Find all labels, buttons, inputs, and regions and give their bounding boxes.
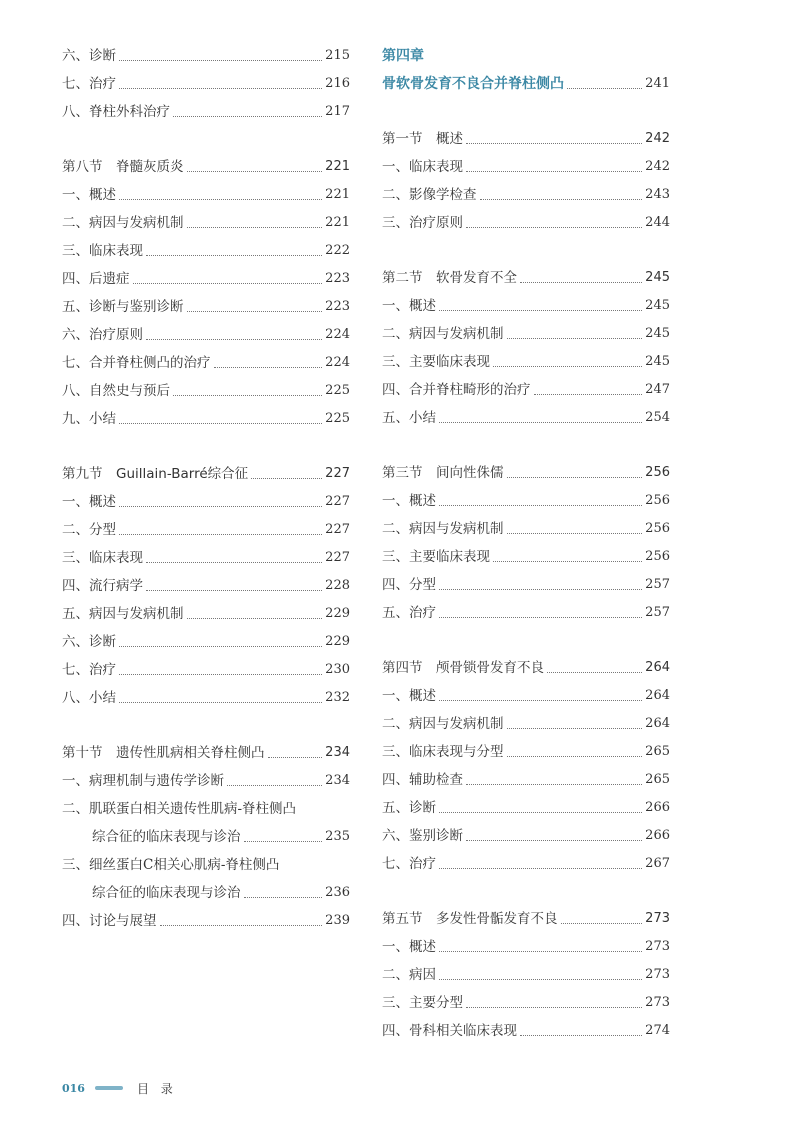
toc-label: 一、概述 bbox=[382, 939, 436, 955]
toc-label: 四、分型 bbox=[382, 577, 436, 593]
dot-leader bbox=[439, 617, 642, 618]
toc-item[interactable] bbox=[62, 767, 350, 795]
toc-label: 第四节 颅骨锁骨发育不良 bbox=[382, 660, 544, 676]
toc-item[interactable] bbox=[62, 265, 350, 293]
toc-section[interactable] bbox=[62, 460, 350, 488]
dot-leader bbox=[439, 589, 642, 590]
toc-item[interactable] bbox=[62, 321, 350, 349]
toc-item[interactable] bbox=[62, 42, 350, 70]
toc-page-number: 256 bbox=[645, 493, 670, 508]
toc-item[interactable] bbox=[382, 794, 670, 822]
toc-item[interactable] bbox=[62, 377, 350, 405]
toc-item[interactable] bbox=[382, 376, 670, 404]
toc-chapter[interactable] bbox=[382, 70, 670, 98]
toc-item[interactable] bbox=[382, 543, 670, 571]
dot-leader bbox=[547, 672, 642, 673]
toc-label: 三、主要临床表现 bbox=[382, 354, 490, 370]
toc-section[interactable] bbox=[382, 264, 670, 292]
toc-page-number: 222 bbox=[325, 243, 350, 258]
toc-label: 二、病因与发病机制 bbox=[382, 521, 504, 537]
toc-label: 六、鉴别诊断 bbox=[382, 828, 463, 844]
toc-item[interactable] bbox=[382, 515, 670, 543]
toc-page-number: 264 bbox=[645, 716, 670, 731]
toc-label: 七、治疗 bbox=[382, 856, 436, 872]
dot-leader bbox=[466, 227, 642, 228]
toc-label: 五、诊断与鉴别诊断 bbox=[62, 299, 184, 315]
toc-item[interactable] bbox=[62, 907, 350, 935]
toc-item[interactable] bbox=[382, 933, 670, 961]
footer-title: 目 录 bbox=[136, 1081, 177, 1096]
toc-label: 二、病因 bbox=[382, 967, 436, 983]
toc-label: 一、概述 bbox=[62, 187, 116, 203]
toc-item[interactable] bbox=[62, 70, 350, 98]
toc-page-number: 242 bbox=[645, 159, 670, 174]
toc-page-number: 221 bbox=[325, 159, 350, 174]
toc-item[interactable] bbox=[62, 684, 350, 712]
toc-page-number: 245 bbox=[645, 354, 670, 369]
toc-page-number: 224 bbox=[325, 355, 350, 370]
spacer bbox=[62, 712, 350, 739]
dot-leader bbox=[244, 841, 323, 842]
spacer bbox=[62, 433, 350, 460]
spacer bbox=[382, 878, 670, 905]
toc-item[interactable] bbox=[62, 488, 350, 516]
toc-page-number: 264 bbox=[645, 660, 670, 675]
toc-item[interactable] bbox=[62, 600, 350, 628]
toc-item[interactable] bbox=[382, 209, 670, 237]
toc-label: 四、辅助检查 bbox=[382, 772, 463, 788]
dot-leader bbox=[439, 951, 642, 952]
dot-leader bbox=[466, 784, 642, 785]
toc-item[interactable] bbox=[382, 487, 670, 515]
toc-item[interactable] bbox=[382, 181, 670, 209]
toc-page-number: 265 bbox=[645, 744, 670, 759]
toc-page-number: 274 bbox=[645, 1023, 670, 1038]
toc-label: 九、小结 bbox=[62, 411, 116, 427]
toc-item[interactable] bbox=[382, 989, 670, 1017]
toc-label: 六、治疗原则 bbox=[62, 327, 143, 343]
toc-page-number: 229 bbox=[325, 634, 350, 649]
toc-label: 骨软骨发育不良合并脊柱侧凸 bbox=[382, 76, 564, 92]
toc-page-number: 256 bbox=[645, 549, 670, 564]
toc-page-number: 239 bbox=[325, 913, 350, 928]
toc-label: 五、诊断 bbox=[382, 800, 436, 816]
dot-leader bbox=[227, 785, 322, 786]
toc-item[interactable] bbox=[62, 572, 350, 600]
toc-item[interactable] bbox=[62, 237, 350, 265]
toc-label: 五、治疗 bbox=[382, 605, 436, 621]
toc-label: 三、临床表现 bbox=[62, 550, 143, 566]
toc-item[interactable] bbox=[382, 571, 670, 599]
dot-leader bbox=[251, 478, 322, 479]
toc-page-number: 232 bbox=[325, 690, 350, 705]
toc-section[interactable] bbox=[382, 459, 670, 487]
dot-leader bbox=[439, 700, 642, 701]
toc-page-number: 234 bbox=[325, 773, 350, 788]
toc-page-number: 223 bbox=[325, 271, 350, 286]
toc-page-number: 241 bbox=[645, 76, 670, 91]
dot-leader bbox=[520, 1035, 642, 1036]
toc-page-number: 273 bbox=[645, 939, 670, 954]
dot-leader bbox=[173, 395, 322, 396]
dot-leader bbox=[119, 88, 322, 89]
dot-leader bbox=[439, 979, 642, 980]
toc-page-number: 225 bbox=[325, 411, 350, 426]
toc-label: 三、临床表现 bbox=[62, 243, 143, 259]
toc-item[interactable] bbox=[62, 293, 350, 321]
dot-leader bbox=[507, 756, 643, 757]
toc-section[interactable] bbox=[62, 739, 350, 767]
dot-leader bbox=[146, 562, 322, 563]
toc-label: 二、分型 bbox=[62, 522, 116, 538]
toc-page-number: 230 bbox=[325, 662, 350, 677]
toc-page-number: 223 bbox=[325, 299, 350, 314]
toc-label: 一、概述 bbox=[382, 493, 436, 509]
spacer bbox=[382, 432, 670, 459]
dot-leader bbox=[439, 868, 642, 869]
dot-leader bbox=[493, 366, 642, 367]
dot-leader bbox=[507, 338, 643, 339]
toc-label: 三、细丝蛋白C相关心肌病-脊柱侧凸 bbox=[62, 857, 280, 873]
toc-item[interactable] bbox=[382, 850, 670, 878]
dot-leader bbox=[507, 477, 643, 478]
toc-label: 三、临床表现与分型 bbox=[382, 744, 504, 760]
toc-page-number: 267 bbox=[645, 856, 670, 871]
toc-section[interactable] bbox=[62, 153, 350, 181]
toc-label: 第八节 脊髓灰质炎 bbox=[62, 159, 184, 175]
dot-leader bbox=[119, 674, 322, 675]
toc-page-number: 244 bbox=[645, 215, 670, 230]
toc-item[interactable] bbox=[62, 628, 350, 656]
toc-page-number: 245 bbox=[645, 270, 670, 285]
dot-leader bbox=[439, 310, 642, 311]
toc-label: 八、自然史与预后 bbox=[62, 383, 170, 399]
toc-right-column bbox=[382, 42, 670, 1045]
toc-item[interactable] bbox=[382, 738, 670, 766]
toc-label: 七、合并脊柱侧凸的治疗 bbox=[62, 355, 211, 371]
toc-page-number: 242 bbox=[645, 131, 670, 146]
toc-page-number: 264 bbox=[645, 688, 670, 703]
spacer bbox=[62, 126, 350, 153]
toc-page-number: 227 bbox=[325, 466, 350, 481]
dot-leader bbox=[439, 422, 642, 423]
footer-divider bbox=[95, 1086, 123, 1090]
toc-label: 七、治疗 bbox=[62, 76, 116, 92]
toc-label: 三、治疗原则 bbox=[382, 215, 463, 231]
dot-leader bbox=[119, 534, 322, 535]
toc-label: 二、病因与发病机制 bbox=[382, 716, 504, 732]
dot-leader bbox=[173, 116, 322, 117]
page-footer bbox=[62, 1078, 177, 1098]
toc-page-number: 256 bbox=[645, 465, 670, 480]
toc-page-number: 221 bbox=[325, 215, 350, 230]
dot-leader bbox=[561, 923, 643, 924]
toc-page-number: 273 bbox=[645, 995, 670, 1010]
toc-page-number: 221 bbox=[325, 187, 350, 202]
toc-item[interactable] bbox=[382, 153, 670, 181]
toc-page-number: 245 bbox=[645, 298, 670, 313]
toc-label: 第三节 间向性侏儒 bbox=[382, 465, 504, 481]
footer-page-number: 016 bbox=[62, 1081, 85, 1095]
toc-page-number: 247 bbox=[645, 382, 670, 397]
dot-leader bbox=[146, 255, 322, 256]
dot-leader bbox=[119, 199, 322, 200]
toc-item[interactable] bbox=[382, 292, 670, 320]
dot-leader bbox=[439, 812, 642, 813]
dot-leader bbox=[146, 339, 322, 340]
toc-label: 第二节 软骨发育不全 bbox=[382, 270, 517, 286]
toc-page-number: 265 bbox=[645, 772, 670, 787]
toc-label: 第十节 遗传性肌病相关脊柱侧凸 bbox=[62, 745, 265, 761]
toc-page-number: 254 bbox=[645, 410, 670, 425]
toc-page-number: 228 bbox=[325, 578, 350, 593]
toc-page-number: 215 bbox=[325, 48, 350, 63]
toc-label: 第一节 概述 bbox=[382, 131, 463, 147]
toc-section[interactable] bbox=[382, 654, 670, 682]
toc-item[interactable] bbox=[382, 961, 670, 989]
toc-page-number: 236 bbox=[325, 885, 350, 900]
dot-leader bbox=[466, 1007, 642, 1008]
toc-label: 三、主要临床表现 bbox=[382, 549, 490, 565]
dot-leader bbox=[160, 925, 323, 926]
toc-page-number: 234 bbox=[325, 745, 350, 760]
toc-label: 第五节 多发性骨骺发育不良 bbox=[382, 911, 558, 927]
toc-item[interactable] bbox=[382, 599, 670, 627]
dot-leader bbox=[119, 423, 322, 424]
dot-leader bbox=[119, 646, 322, 647]
dot-leader bbox=[187, 227, 323, 228]
toc-page-number: 266 bbox=[645, 828, 670, 843]
toc-page-number: 245 bbox=[645, 326, 670, 341]
toc-page-number: 217 bbox=[325, 104, 350, 119]
toc-label: 四、骨科相关临床表现 bbox=[382, 1023, 517, 1039]
toc-page-number: 227 bbox=[325, 550, 350, 565]
dot-leader bbox=[268, 757, 323, 758]
spacer bbox=[382, 627, 670, 654]
toc-page-number: 224 bbox=[325, 327, 350, 342]
toc-item[interactable] bbox=[382, 348, 670, 376]
toc-label: 二、肌联蛋白相关遗传性肌病-脊柱侧凸 bbox=[62, 801, 297, 817]
toc-item[interactable] bbox=[62, 851, 350, 879]
toc-label: 一、临床表现 bbox=[382, 159, 463, 175]
dot-leader bbox=[119, 60, 322, 61]
toc-label: 二、影像学检查 bbox=[382, 187, 477, 203]
toc-item-continued[interactable] bbox=[62, 879, 350, 907]
dot-leader bbox=[119, 506, 322, 507]
toc-label: 二、病因与发病机制 bbox=[62, 215, 184, 231]
toc-page-number: 225 bbox=[325, 383, 350, 398]
toc-label: 五、小结 bbox=[382, 410, 436, 426]
toc-label: 六、诊断 bbox=[62, 48, 116, 64]
toc-page-number: 257 bbox=[645, 577, 670, 592]
toc-item[interactable] bbox=[382, 682, 670, 710]
toc-item[interactable] bbox=[62, 98, 350, 126]
toc-label: 一、病理机制与遗传学诊断 bbox=[62, 773, 224, 789]
chapter-heading: 第四章 bbox=[382, 48, 424, 64]
toc-label: 四、流行病学 bbox=[62, 578, 143, 594]
dot-leader bbox=[146, 590, 322, 591]
toc-item[interactable] bbox=[62, 795, 350, 823]
toc-item[interactable] bbox=[62, 209, 350, 237]
spacer bbox=[382, 98, 670, 125]
toc-label: 五、病因与发病机制 bbox=[62, 606, 184, 622]
toc-item[interactable] bbox=[382, 710, 670, 738]
toc-section[interactable] bbox=[382, 125, 670, 153]
dot-leader bbox=[119, 702, 322, 703]
toc-page-number: 273 bbox=[645, 967, 670, 982]
toc-label: 四、讨论与展望 bbox=[62, 913, 157, 929]
toc-label: 第九节 Guillain-Barré综合征 bbox=[62, 466, 249, 482]
toc-item-continued[interactable] bbox=[62, 823, 350, 851]
toc-item[interactable] bbox=[62, 544, 350, 572]
spacer bbox=[382, 237, 670, 264]
dot-leader bbox=[466, 143, 642, 144]
toc-label: 四、后遗症 bbox=[62, 271, 130, 287]
toc-item[interactable] bbox=[62, 656, 350, 684]
toc-label: 四、合并脊柱畸形的治疗 bbox=[382, 382, 531, 398]
toc-page-number: 256 bbox=[645, 521, 670, 536]
toc-page-number: 227 bbox=[325, 522, 350, 537]
toc-label: 综合征的临床表现与诊治 bbox=[92, 885, 241, 901]
toc-label: 一、概述 bbox=[382, 298, 436, 314]
dot-leader bbox=[520, 282, 642, 283]
toc-label: 七、治疗 bbox=[62, 662, 116, 678]
toc-page-number: 235 bbox=[325, 829, 350, 844]
toc-label: 八、小结 bbox=[62, 690, 116, 706]
dot-leader bbox=[567, 88, 642, 89]
toc-label: 三、主要分型 bbox=[382, 995, 463, 1011]
dot-leader bbox=[480, 199, 643, 200]
dot-leader bbox=[214, 367, 323, 368]
toc-item[interactable] bbox=[62, 516, 350, 544]
toc-item[interactable] bbox=[382, 320, 670, 348]
dot-leader bbox=[244, 897, 323, 898]
toc-page-number: 229 bbox=[325, 606, 350, 621]
dot-leader bbox=[534, 394, 643, 395]
dot-leader bbox=[493, 561, 642, 562]
toc-label: 一、概述 bbox=[382, 688, 436, 704]
toc-section[interactable] bbox=[382, 905, 670, 933]
dot-leader bbox=[507, 728, 643, 729]
toc-label: 六、诊断 bbox=[62, 634, 116, 650]
toc-label: 一、概述 bbox=[62, 494, 116, 510]
dot-leader bbox=[507, 533, 643, 534]
dot-leader bbox=[187, 618, 323, 619]
toc-label: 八、脊柱外科治疗 bbox=[62, 104, 170, 120]
toc-left-column bbox=[62, 42, 350, 935]
toc-label: 综合征的临床表现与诊治 bbox=[92, 829, 241, 845]
dot-leader bbox=[133, 283, 323, 284]
toc-page-number: 243 bbox=[645, 187, 670, 202]
toc-item[interactable] bbox=[382, 766, 670, 794]
dot-leader bbox=[187, 171, 323, 172]
toc-page-number: 273 bbox=[645, 911, 670, 926]
toc-item[interactable] bbox=[62, 349, 350, 377]
toc-item[interactable] bbox=[382, 1017, 670, 1045]
dot-leader bbox=[439, 505, 642, 506]
toc-page-number: 266 bbox=[645, 800, 670, 815]
dot-leader bbox=[187, 311, 323, 312]
toc-label: 二、病因与发病机制 bbox=[382, 326, 504, 342]
toc-page-number: 227 bbox=[325, 494, 350, 509]
toc-item[interactable] bbox=[62, 405, 350, 433]
toc-page-number: 216 bbox=[325, 76, 350, 91]
toc-item[interactable] bbox=[382, 822, 670, 850]
toc-item[interactable] bbox=[382, 404, 670, 432]
toc-item[interactable] bbox=[62, 181, 350, 209]
dot-leader bbox=[466, 840, 642, 841]
toc-page-number: 257 bbox=[645, 605, 670, 620]
dot-leader bbox=[466, 171, 642, 172]
